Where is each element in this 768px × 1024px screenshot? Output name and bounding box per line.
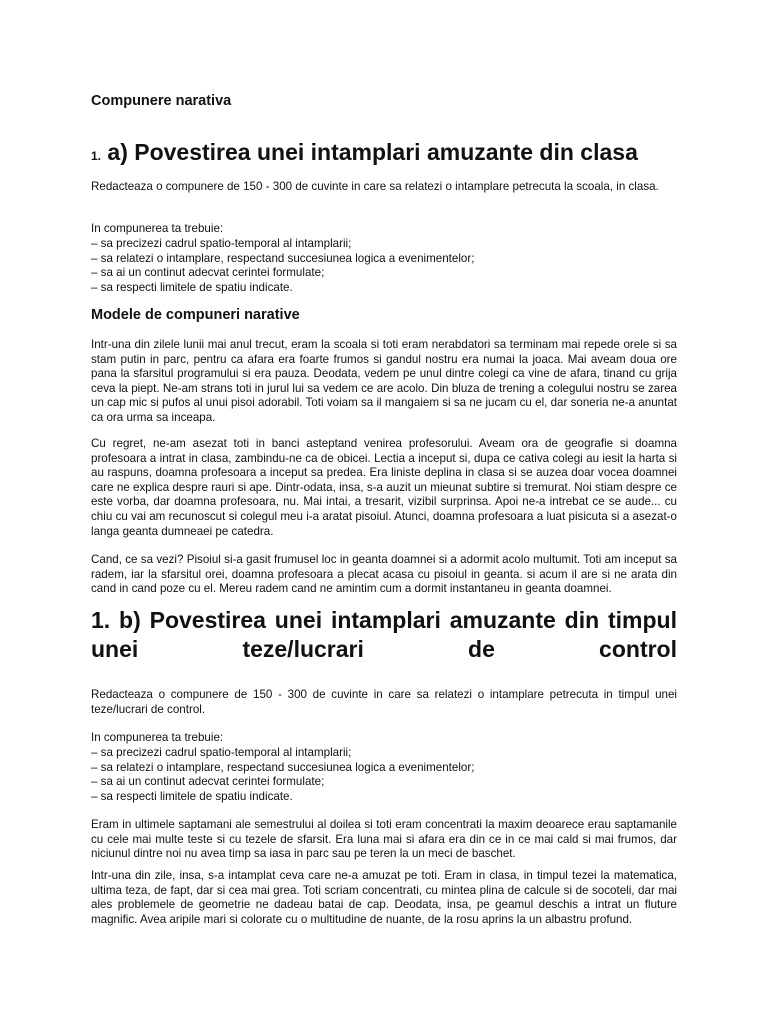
section-b-prompt: Redacteaza o compunere de 150 - 300 de cuvinte in care sa relatezi o intamplare petrecuta in timpul unei teze/lucrari de control. xyxy=(91,688,677,716)
section-a-requirements-list xyxy=(91,237,677,295)
model-a-paragraph-1: Intr-una din zilele lunii mai anul trecut, eram la scoala si toti eram nerabdatori sa terminam mai repede orele si sa stam putin in parc, pentru ca afara era foarte frumos si gandul nostru era numai la joaca. Mai aveam doua ore pana la sfarsitul programului si era pauza. Deodata, vedem pe unul dintre colegi ca vine de afara, tinand cu grija ceva la piept. Ne-am strans toti in jurul lui sa vedem ce are acolo. Din bluza de trening a colegului nostru se zarea un cap mic si pufos al unui pisoi adorabil. Toti voiam sa il mangaiem si sa ne jucam cu el, dar soneria ne-a anuntat ca ora urma sa inceapa. xyxy=(91,338,677,424)
models-heading: Modele de compuneri narative xyxy=(91,307,300,323)
section-a-prompt: Redacteaza o compunere de 150 - 300 de cuvinte in care sa relatezi o intamplare petrecuta la scoala, in clasa. xyxy=(91,180,659,193)
section-b-paragraph-1: Eram in ultimele saptamani ale semestrului al doilea si toti eram concentrati la maxim deoarece erau saptamanile cu cele mai multe teste si cu tezele de sfarsit. Era luna mai si afara era din ce in ce mai cald si mai frumos, dar niciunul dintre noi nu avea timp sa iasa in parc sau pe teren la un meci de baschet. xyxy=(91,818,677,861)
model-a-paragraph-2: Cu regret, ne-am asezat toti in banci asteptand venirea profesorului. Aveam ora de geografie si doamna profesoara a intrat in clasa, zambindu-ne ca de obicei. Lectia a inceput si, dupa ce cativa colegi au iesit la harta si au raspuns, doamna profesoara a inceput sa predea. Era liniste deplina in clasa si se auzea doar vocea doamnei care ne explica despre rauri si ape. Dintr-odata, insa, s-a auzit un mieunat subtire si tremurat. Noi stiam despre ce este vorba, dar doamna profesoara, nu. Mai intai, a tresarit, vizibil surprinsa. Apoi ne-a intrebat ce se aude... cu chiu cu vai am recunoscut si colegul meu i-a aratat pisoiul. Atunci, doamna profesoara a luat pisicuta si a asezat-o langa geanta dumneaei pe catedra. xyxy=(91,437,677,538)
section-a-requirements-intro: In compunerea ta trebuie: xyxy=(91,222,224,235)
list-item: – sa relatezi o intamplare, respectand succesiunea logica a evenimentelor; xyxy=(91,760,475,774)
model-a-paragraph-3: Cand, ce sa vezi? Pisoiul si-a gasit frumusel loc in geanta doamnei si a adormit acolo multumit. Toti am inceput sa radem, iar la sfarsitul orei, doamna profesoara a plecat acasa cu pisoiul in geanta. si acum il are si ne arata din cand in cand poze cu el. Mereu radem cand ne amintim cum a dormit instantaneu in geanta doamnei. xyxy=(91,553,677,596)
document-title: Compunere narativa xyxy=(91,93,232,109)
list-item: – sa respecti limitele de spatiu indicate. xyxy=(91,789,293,803)
section-b-paragraph-2: Intr-una din zile, insa, s-a intamplat ceva care ne-a amuzat pe toti. Eram in clasa, in timpul tezei la matematica, ultima teza, de fapt, dar si cea mai grea. Toti scriam concentrati, cu mintea plina de calcule si de socoteli, dar mai ales problemele de geometrie ne dadeau batai de cap. Deodata, insa, pe geamul deschis a intrat un fluture magnific. Avea aripile mari si colorate cu o multitudine de nuante, de la rosu aprins la un albastru profund. xyxy=(91,869,677,926)
list-item: – sa relatezi o intamplare, respectand succesiunea logica a evenimentelor; xyxy=(91,251,475,265)
list-item: – sa precizezi cadrul spatio-temporal al intamplarii; xyxy=(91,746,352,759)
list-item: – sa ai un continut adecvat cerintei formulate; xyxy=(91,775,325,789)
section-a-number: 1. xyxy=(91,149,102,163)
section-b-requirements-list xyxy=(91,746,677,804)
list-item: – sa respecti limitele de spatiu indicate. xyxy=(91,280,293,294)
list-item: – sa precizezi cadrul spatio-temporal al intamplarii; xyxy=(91,237,352,250)
list-item: – sa ai un continut adecvat cerintei formulate; xyxy=(91,266,325,280)
section-b-heading: 1. b) Povestirea unei intamplari amuzante din timpul unei teze/lucrari de control xyxy=(91,607,677,662)
section-a-heading xyxy=(91,139,638,166)
section-b-requirements-intro: In compunerea ta trebuie: xyxy=(91,731,224,744)
section-a-heading-text: a) Povestirea unei intamplari amuzante din clasa xyxy=(107,139,638,165)
